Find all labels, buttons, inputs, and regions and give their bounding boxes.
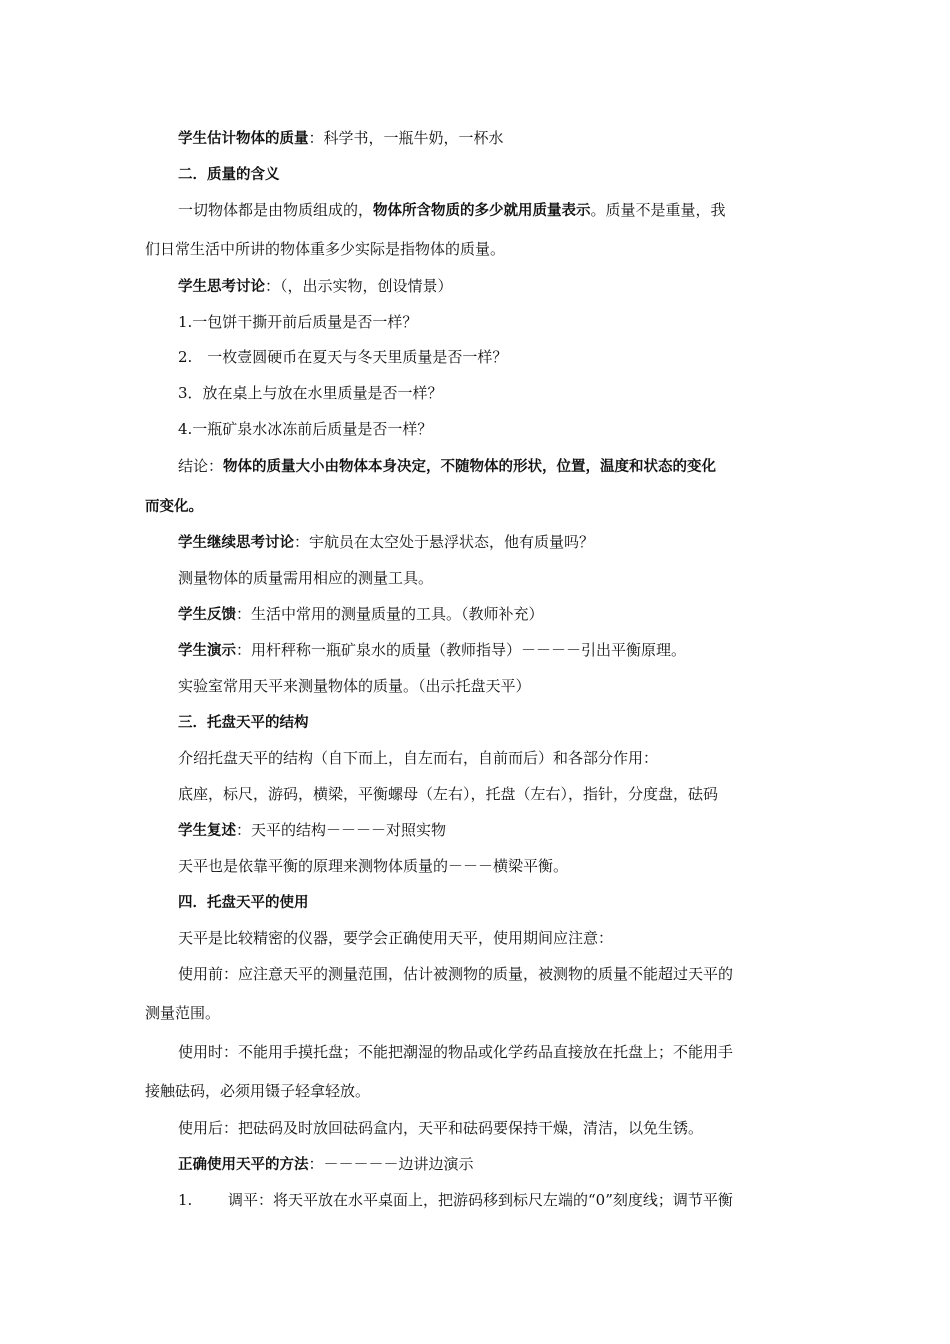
paragraph: [178, 855, 810, 877]
paragraph: [178, 747, 810, 769]
paragraph-recap: [178, 819, 810, 842]
heading-text: 二．质量的含义: [178, 167, 280, 183]
text: 2. 一枚壹圆硬币在夏天与冬天里质量是否一样？: [178, 348, 508, 366]
heading-balance-usage: [178, 891, 810, 914]
text: 4.一瓶矿泉水冰冻前后质量是否一样？: [178, 420, 433, 438]
text: 。质量不是重量，我: [590, 201, 726, 219]
text: 天平是比较精密的仪器，要学会正确使用天平，使用期间应注意：: [178, 929, 614, 947]
list-item: [178, 311, 810, 333]
paragraph-after-use: [178, 1117, 810, 1139]
heading-mass-meaning: [178, 163, 810, 186]
text: 实验室常用天平来测量物体的质量。（出示托盘天平）: [178, 677, 531, 695]
paragraph-continue-discussion: [178, 531, 810, 554]
heading-text: 三．托盘天平的结构: [178, 715, 309, 731]
text: 天平也是依靠平衡的原理来测物体质量的－－－横梁平衡。: [178, 857, 569, 875]
bold-text: 而变化。: [145, 499, 203, 515]
bold-label: 学生反馈: [178, 607, 236, 623]
text: ：宇航员在太空处于悬浮状态，他有质量吗？: [294, 533, 595, 551]
bold-label: 学生思考讨论: [178, 279, 265, 295]
paragraph-before-use: [178, 963, 810, 985]
text: ：天平的结构－－－－对照实物: [236, 821, 447, 839]
bold-label: 正确使用天平的方法: [178, 1157, 309, 1173]
paragraph-before-use-cont: [145, 1002, 810, 1024]
text: 3．放在桌上与放在水里质量是否一样？: [178, 384, 443, 402]
paragraph-conclusion: [178, 455, 810, 478]
text: 测量范围。: [145, 1004, 221, 1022]
paragraph-feedback: [178, 603, 810, 626]
list-item: [178, 418, 810, 440]
text: 们日常生活中所讲的物体重多少实际是指物体的质量。: [145, 240, 506, 258]
bold-label: 学生复述: [178, 823, 236, 839]
paragraph-during-use-cont: [145, 1080, 810, 1102]
list-number: 1.: [178, 1191, 193, 1209]
paragraph-demo: [178, 639, 810, 662]
paragraph-mass-definition-cont: [145, 238, 810, 260]
text: 底座，标尺，游码，横梁，平衡螺母（左右），托盘（左右），指针，分度盘，砝码: [178, 785, 719, 803]
text: ：生活中常用的测量质量的工具。（教师补充）: [236, 605, 544, 623]
bold-text: 物体的质量大小由物体本身决定，不随物体的形状，位置，温度和状态的变化: [223, 459, 717, 475]
text: ：（，出示实物，创设情景）: [265, 277, 453, 295]
paragraph-conclusion-cont: [145, 495, 810, 518]
text: 调平：将天平放在水平桌面上，把游码移到标尺左端的“0”刻度线；调节平衡: [228, 1191, 733, 1209]
list-item: [178, 382, 810, 404]
heading-text: 四．托盘天平的使用: [178, 895, 309, 911]
bold-label: 学生估计物体的质量: [178, 131, 309, 147]
text: 1.一包饼干撕开前后质量是否一样？: [178, 313, 418, 331]
paragraph-mass-definition: [178, 199, 810, 222]
bold-label: 学生继续思考讨论: [178, 535, 294, 551]
paragraph: [178, 675, 810, 697]
text: 介绍托盘天平的结构（自下而上，自左而右，自前而后）和各部分作用：: [178, 749, 659, 767]
paragraph-estimate-mass: [178, 127, 810, 150]
bold-label: 学生演示: [178, 643, 236, 659]
text: 接触砝码，必须用镊子轻拿轻放。: [145, 1082, 371, 1100]
bold-text: 物体所含物质的多少就用质量表示: [373, 203, 591, 219]
text: 使用时：不能用手摸托盘；不能把潮湿的物品或化学药品直接放在托盘上；不能用手: [178, 1043, 734, 1061]
text: 结论：: [178, 457, 224, 475]
paragraph-method: [178, 1153, 810, 1176]
text: ：科学书，一瓶牛奶，一杯水: [308, 129, 504, 147]
text: 使用前：应注意天平的测量范围，估计被测物的质量，被测物的质量不能超过天平的: [178, 965, 734, 983]
text: ：－－－－－边讲边演示: [308, 1155, 474, 1173]
paragraph: [178, 567, 810, 589]
text: 使用后：把砝码及时放回砝码盒内，天平和砝码要保持干燥，清洁，以免生锈。: [178, 1119, 704, 1137]
heading-balance-structure: [178, 711, 810, 734]
paragraph-discussion: [178, 275, 810, 298]
text: 测量物体的质量需用相应的测量工具。: [178, 569, 434, 587]
paragraph-parts-list: [178, 783, 810, 805]
text: ：用杆秤称一瓶矿泉水的质量（教师指导）－－－－引出平衡原理。: [236, 641, 687, 659]
paragraph-during-use: [178, 1041, 810, 1063]
paragraph: [178, 927, 810, 949]
list-item-step-1: [178, 1189, 810, 1211]
list-item: [178, 346, 810, 368]
text: 一切物体都是由物质组成的，: [178, 201, 374, 219]
